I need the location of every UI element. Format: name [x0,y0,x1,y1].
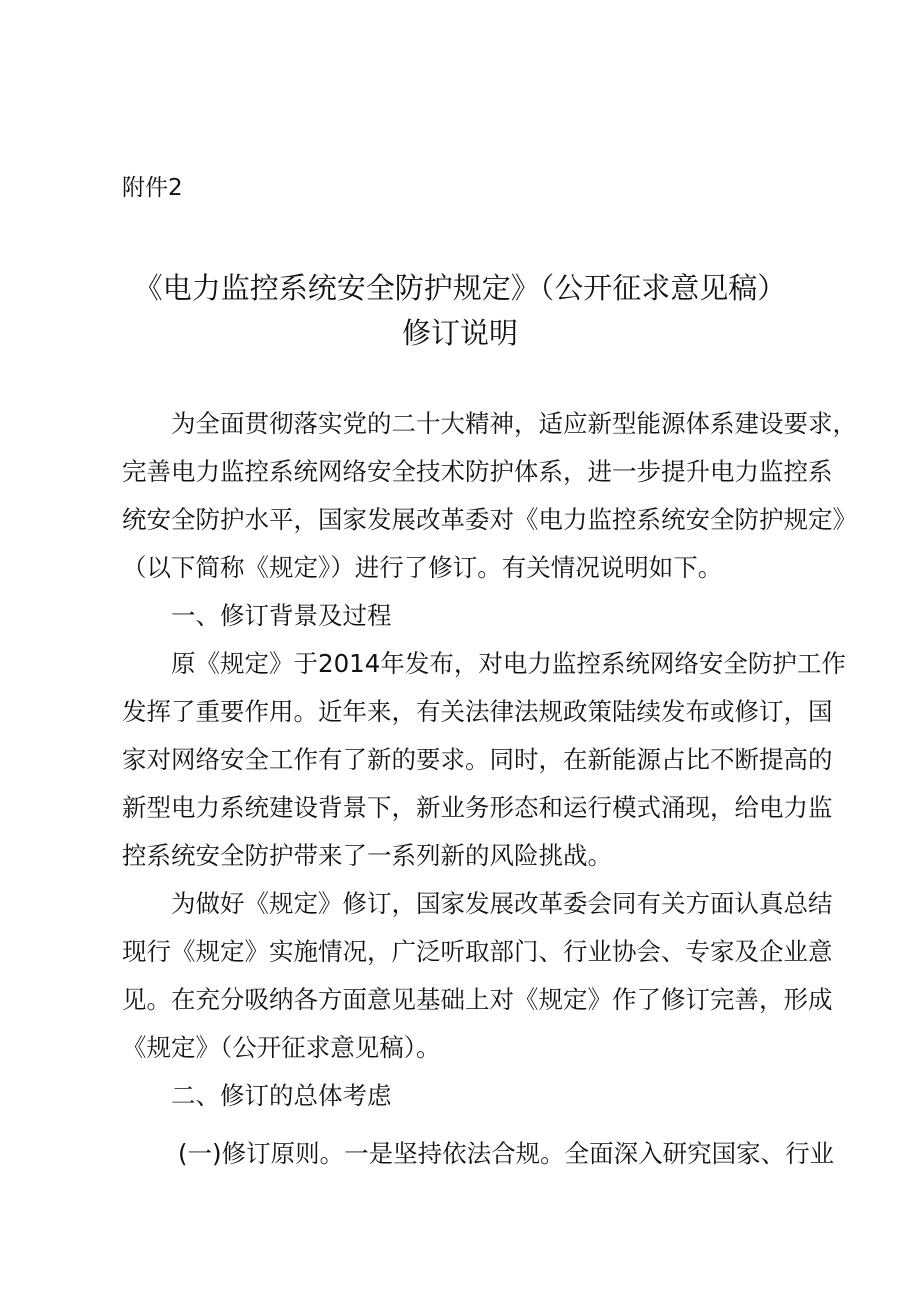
paragraph-line: 发挥了重要作用。近年来，有关法律法规政策陆续发布或修订，国 [122,697,833,726]
document-title-line-2: 修订说明 [401,316,518,350]
paragraph-background [122,640,846,880]
paragraph-line: 见。在充分吸纳各方面意见基础上对《规定》作了修订完善，形成 [122,985,833,1014]
section-heading-2: 二、修订的总体考虑 [171,1081,392,1110]
spacer [122,1120,802,1130]
document-title-line-1: 《电力监控系统安全防护规定》（公开征求意见稿） [133,271,787,305]
paragraph-process [122,880,833,1072]
paragraph-line: 为全面贯彻落实党的二十大精神，适应新型能源体系建设要求， [171,409,857,438]
paragraph-principles [122,1130,835,1178]
paragraph-line: 完善电力监控系统网络安全技术防护体系，进一步提升电力监控系 [122,457,833,486]
paragraph-line: 现行《规定》实施情况，广泛听取部门、行业协会、专家及企业意 [122,937,833,966]
paragraph-line: 《规定》（公开征求意见稿）。 [122,1033,441,1062]
paragraph-line: 统安全防护水平，国家发展改革委对《电力监控系统安全防护规定》 [122,505,857,534]
paragraph-line: 控系统安全防护带来了一系列新的风险挑战。 [122,841,612,870]
paragraph-intro [122,400,857,592]
attachment-label: 附件2 [122,175,183,201]
paragraph-line: 家对网络安全工作有了新的要求。同时，在新能源占比不断提高的 [122,745,833,774]
section-heading-1: 一、修订背景及过程 [171,601,392,630]
paragraph-line: 新型电力系统建设背景下，新业务形态和运行模式涌现，给电力监 [122,793,833,822]
paragraph-line: （以下简称《规定》）进行了修订。有关情况说明如下。 [122,553,723,582]
paragraph-line: 为做好《规定》修订，国家发展改革委会同有关方面认真总结 [171,889,833,918]
paragraph-line: 原《规定》于2014年发布，对电力监控系统网络安全防护工作 [171,649,846,678]
paragraph-line: (一)修订原则。一是坚持依法合规。全面深入研究国家、行业 [178,1139,835,1168]
document-body [122,400,857,1178]
